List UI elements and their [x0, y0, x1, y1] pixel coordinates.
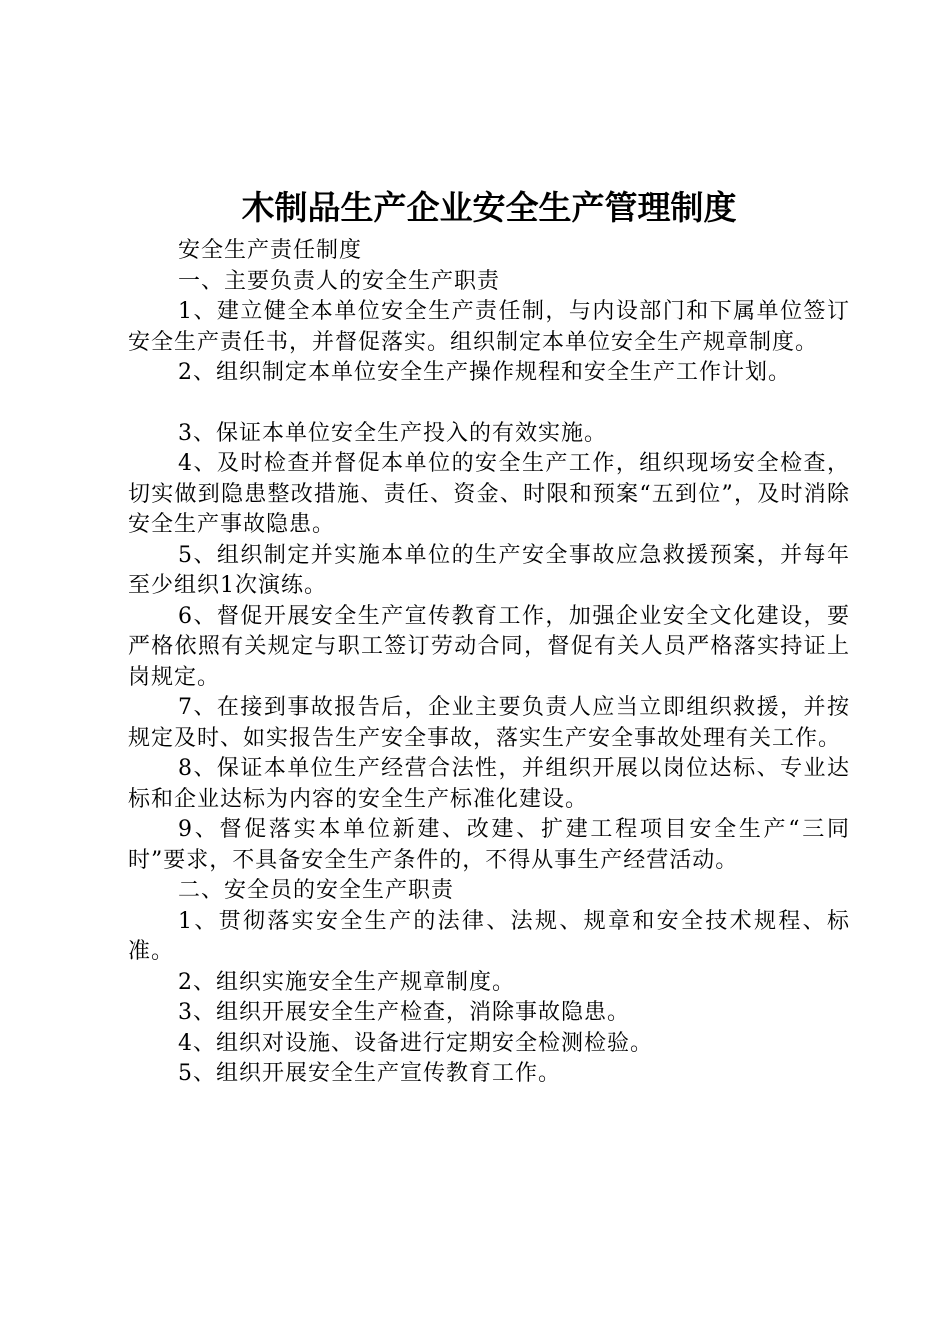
- paragraph-item-6: 6、督促开展安全生产宣传教育工作，加强企业安全文化建设，要严格依照有关规定与职工签订劳动合同，督促有关人员严格落实持证上岗规定。: [128, 603, 850, 690]
- paragraph-section-two-heading: 二、安全员的安全生产职责: [178, 878, 455, 903]
- document-page: [128, 180, 850, 1090]
- paragraph-safety-item-2: 2、组织实施安全生产规章制度。: [178, 969, 515, 995]
- paragraph-safety-item-3: 3、组织开展安全生产检查，消除事故隐患。: [178, 1000, 630, 1025]
- paragraph-item-5: 5、组织制定并实施本单位的生产安全事故应急救援预案，并每年至少组织1次演练。: [128, 542, 850, 598]
- paragraph-item-4: 4、及时检查并督促本单位的安全生产工作，组织现场安全检查，切实做到隐患整改措施、责任、资金、时限和预案“五到位”，及时消除安全生产事故隐患。: [128, 451, 850, 537]
- paragraph-safety-item-4: 4、组织对设施、设备进行定期安全检测检验。: [178, 1030, 653, 1056]
- paragraph-safety-item-1: 1、贯彻落实安全生产的法律、法规、规章和安全技术规程、标准。: [128, 908, 850, 964]
- paragraph-item-2: 2、组织制定本单位安全生产操作规程和安全生产工作计划。: [178, 360, 791, 385]
- paragraph-section-one-heading: 一、主要负责人的安全生产职责: [178, 268, 501, 294]
- paragraph-item-8: 8、保证本单位生产经营合法性，并组织开展以岗位达标、专业达标和企业达标为内容的安全生产标准化建设。: [128, 756, 850, 812]
- paragraph-heading-system: 安全生产责任制度: [178, 238, 363, 263]
- paragraph-safety-item-5: 5、组织开展安全生产宣传教育工作。: [178, 1061, 561, 1086]
- paragraph-item-1: 1、建立健全本单位安全生产责任制，与内设部门和下属单位签订安全生产责任书，并督促落实。组织制定本单位安全生产规章制度。: [128, 299, 850, 355]
- paragraph-item-3: 3、保证本单位安全生产投入的有效实施。: [178, 420, 607, 446]
- paragraph-item-9: 9、督促落实本单位新建、改建、扩建工程项目安全生产“三同时”要求，不具备安全生产条件的，不得从事生产经营活动。: [128, 817, 850, 873]
- document-title: 木制品生产企业安全生产管理制度: [241, 188, 737, 227]
- paragraph-item-7: 7、在接到事故报告后，企业主要负责人应当立即组织救援，并按规定及时、如实报告生产安全事故，落实生产安全事故处理有关工作。: [128, 695, 850, 751]
